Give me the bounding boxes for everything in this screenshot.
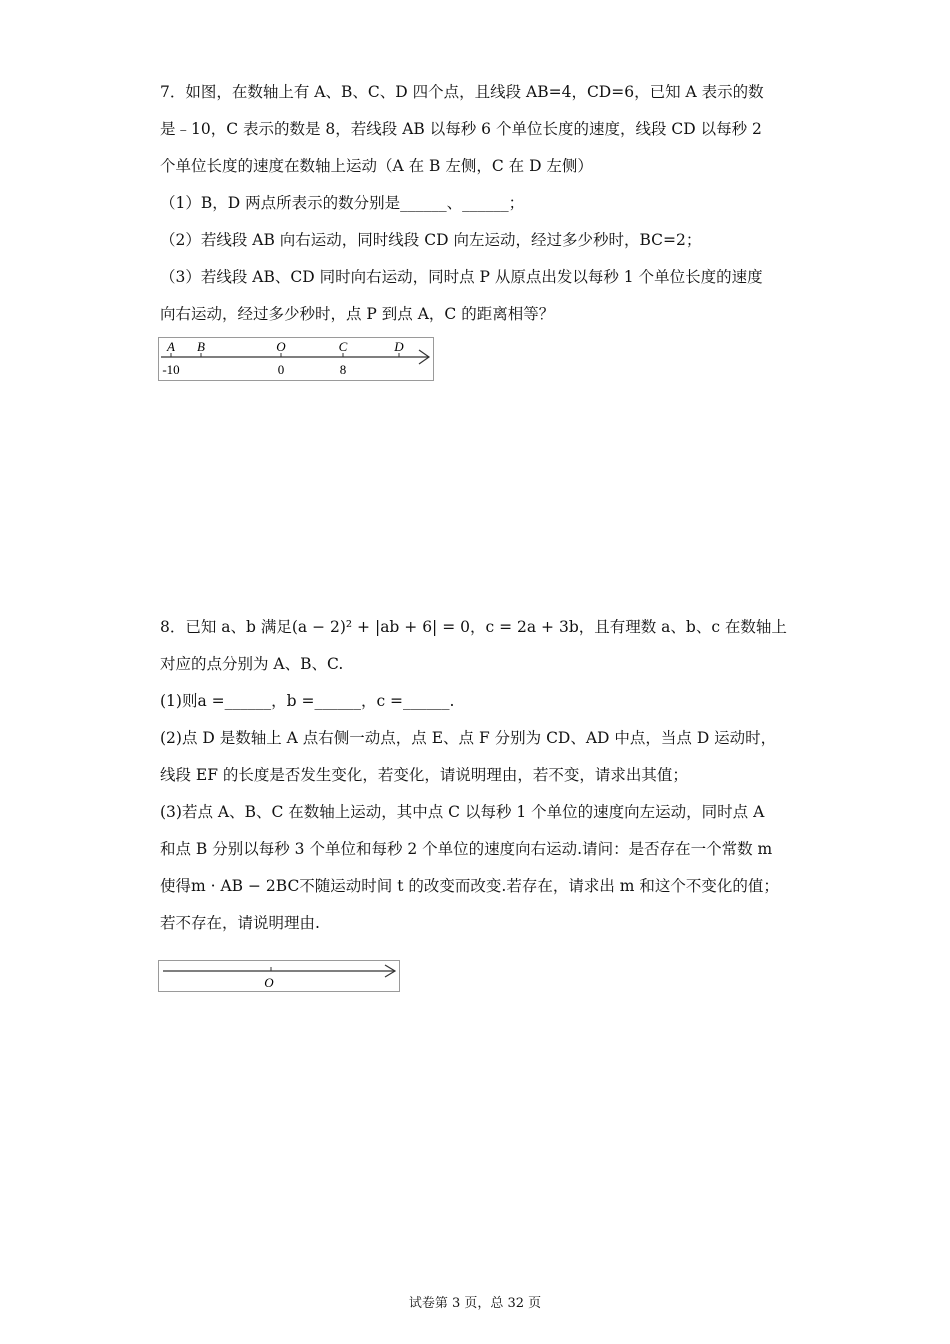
q8-part-3-cont-2: 使得m · AB − 2BC不随运动时间 t 的改变而改变.若存在，请求出 m 和这个不变化的值； xyxy=(160,877,779,895)
q8-part-3-cont-1: 和点 B 分别以每秒 3 个单位和每秒 2 个单位的速度向右运动.请问：是否存在一个常数 m xyxy=(160,840,773,858)
q7-part-1: （1）B，D 两点所表示的数分别是______、______； xyxy=(160,194,525,212)
label-d: D xyxy=(394,339,404,354)
q8-part-3-cont-3: 若不存在，请说明理由. xyxy=(160,914,320,932)
q7-line-2: 是﹣10，C 表示的数是 8，若线段 AB 以每秒 6 个单位长度的速度，线段 CD 以每秒 2 xyxy=(160,120,762,138)
q8-part-2-cont: 线段 EF 的长度是否发生变化，若变化，请说明理由，若不变，请求出其值； xyxy=(160,766,688,784)
value-a: -10 xyxy=(162,362,180,377)
label-a: A xyxy=(167,339,175,354)
q8-line-1: 8．已知 a、b 满足(a − 2)² + |ab + 6| = 0，c = 2a + 3b，且有理数 a、b、c 在数轴上 xyxy=(160,618,787,636)
q8-number-line xyxy=(159,961,399,991)
q8-line-2: 对应的点分别为 A、B、C. xyxy=(160,655,344,673)
q7-part-2: （2）若线段 AB 向右运动，同时线段 CD 向左运动，经过多少秒时，BC=2； xyxy=(160,231,702,249)
page-footer: 试卷第 3 页，总 32 页 xyxy=(408,1296,542,1311)
value-c: 8 xyxy=(339,362,347,377)
q8-part-2: (2)点 D 是数轴上 A 点右侧一动点，点 E、点 F 分别为 CD、AD 中点，当点 D 运动时， xyxy=(160,729,777,747)
q8-part-1: (1)则a =______，b =______，c =______. xyxy=(160,692,455,710)
value-o: 0 xyxy=(277,362,285,377)
label-o: O xyxy=(276,339,286,354)
q7-number-line xyxy=(159,338,433,380)
q7-part-3: （3）若线段 AB、CD 同时向右运动，同时点 P 从原点出发以每秒 1 个单位长度的速度 xyxy=(160,268,763,286)
label-c: C xyxy=(338,339,348,354)
q7-number-line-figure xyxy=(158,337,434,381)
q7-line-1: 7．如图，在数轴上有 A、B、C、D 四个点，且线段 AB=4，CD=6，已知 A 表示的数 xyxy=(160,83,764,101)
q8-part-3: (3)若点 A、B、C 在数轴上运动，其中点 C 以每秒 1 个单位的速度向左运动，同时点 A xyxy=(160,803,765,821)
label-origin: O xyxy=(264,975,274,990)
label-b: B xyxy=(197,339,205,354)
q7-line-3: 个单位长度的速度在数轴上运动（A 在 B 左侧，C 在 D 左侧） xyxy=(160,157,593,175)
q8-number-line-figure xyxy=(158,960,400,992)
q7-part-3-cont: 向右运动，经过多少秒时，点 P 到点 A，C 的距离相等？ xyxy=(160,305,555,323)
